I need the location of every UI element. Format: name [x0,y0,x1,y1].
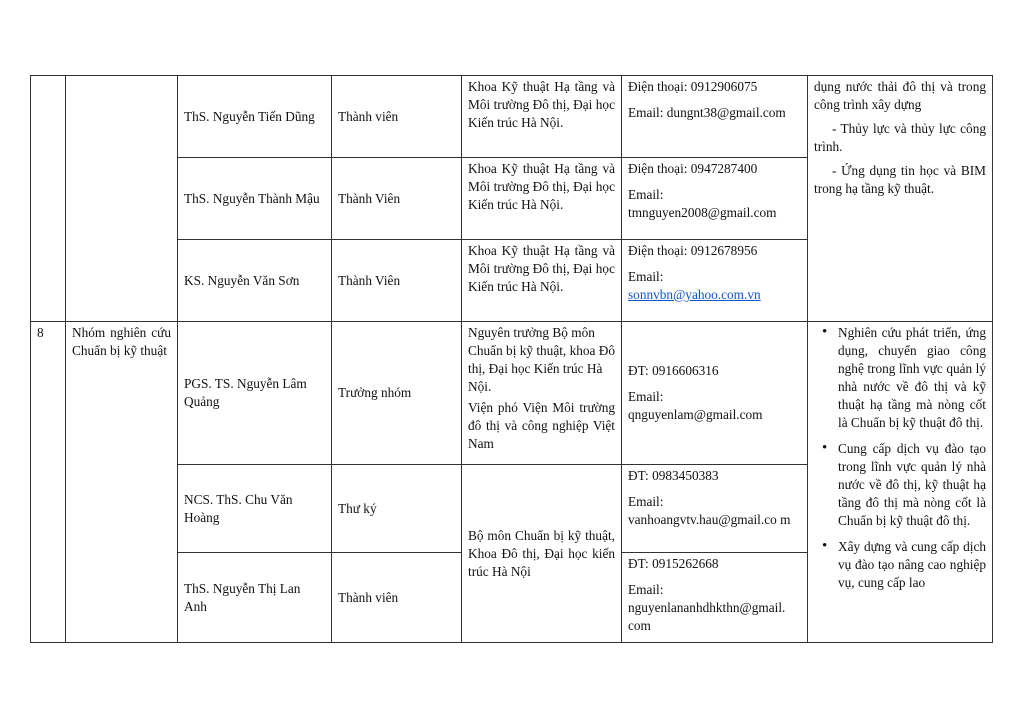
stt-cell: 8 [31,322,66,643]
scope-text: - Thủy lực và thủy lực công trình. [814,121,986,154]
member-unit: Khoa Kỹ thuật Hạ tầng và Môi trường Đô thị, Đại học Kiến trúc Hà Nội. [462,76,622,158]
member-contact [622,240,808,322]
member-email-label: Email: [628,269,664,284]
member-email: qnguyenlam@gmail.com [628,407,763,422]
member-email-label: Email: [628,389,664,404]
member-name: KS. Nguyễn Văn Sơn [178,240,332,322]
member-role: Trưởng nhóm [332,322,462,465]
member-name: ThS. Nguyễn Thành Mậu [178,158,332,240]
member-email-label: Email: [628,187,664,202]
table-row [31,322,993,465]
scope-cell [808,76,993,322]
table-row [31,76,993,158]
research-groups-table [30,75,993,643]
member-email: tmnguyen2008@gmail.com [628,205,777,220]
member-name: ThS. Nguyễn Tiến Dũng [178,76,332,158]
group-name-cell [66,76,178,322]
scope-text: dụng nước thải đô thị và trong công trình xây dựng [814,79,986,112]
member-unit: Khoa Kỹ thuật Hạ tầng và Môi trường Đô thị, Đại học Kiến trúc Hà Nội. [462,240,622,322]
member-name: PGS. TS. Nguyễn Lâm Quảng [178,322,332,465]
member-phone: Điện thoại: 0947287400 [628,161,758,176]
member-unit: Khoa Kỹ thuật Hạ tầng và Môi trường Đô thị, Đại học Kiến trúc Hà Nội. [462,158,622,240]
shared-unit: Bộ môn Chuẩn bị kỹ thuật, Khoa Đô thị, Đại học kiến trúc Hà Nội [462,465,622,643]
member-contact [622,553,808,643]
list-item: • Cung cấp dịch vụ đào tạo trong lĩnh vực quản lý nhà nước về đô thị, kỹ thuật hạ tầng đô thị mà nòng cốt là Chuẩn bị kỹ thuật đô thị. [838,440,986,530]
member-unit [462,322,622,465]
member-contact [622,465,808,553]
list-item: • Nghiên cứu phát triển, ứng dụng, chuyển giao công nghệ trong lĩnh vực quản lý nhà nước về đô thị và kỹ thuật hạ tầng mà nòng cốt là Chuẩn bị kỹ thuật đô thị. [838,324,986,432]
member-role: Thành viên [332,76,462,158]
member-phone: ĐT: 0916606316 [628,363,719,378]
member-email-label: Email: [628,494,664,509]
scope-list [814,324,986,592]
member-email: vanhoangvtv.hau@gmail.co m [628,512,791,527]
member-role: Thư ký [332,465,462,553]
member-email: Email: dungnt38@gmail.com [628,105,786,120]
member-contact [622,322,808,465]
member-email: nguyenlananhdhkthn@gmail. com [628,600,786,633]
member-contact [622,158,808,240]
member-phone: ĐT: 0915262668 [628,556,719,571]
member-name: NCS. ThS. Chu Văn Hoàng [178,465,332,553]
member-email-link[interactable]: sonnvbn@yahoo.com.vn [628,287,761,302]
member-role: Thành Viên [332,240,462,322]
member-phone: Điện thoại: 0912906075 [628,79,758,94]
member-phone: ĐT: 0983450383 [628,468,719,483]
member-email-label: Email: [628,582,664,597]
member-role: Thành Viên [332,158,462,240]
member-name: ThS. Nguyễn Thị Lan Anh [178,553,332,643]
scope-text: - Ứng dụng tin học và BIM trong hạ tầng kỹ thuật. [814,163,986,196]
member-unit-text: Viện phó Viện Môi trường đô thị và công nghiệp Việt Nam [468,400,615,451]
stt-cell [31,76,66,322]
scope-cell [808,322,993,643]
member-phone: Điện thoại: 0912678956 [628,243,758,258]
member-unit-text: Nguyên trưởng Bộ môn Chuẩn bị kỹ thuật, khoa Đô thị, Đại học Kiến trúc Hà Nội. [468,325,615,394]
member-role: Thành viên [332,553,462,643]
list-item: • Xây dựng và cung cấp dịch vụ đào tạo nâng cao nghiệp vụ, cung cấp lao [838,538,986,592]
group-name-cell: Nhóm nghiên cứu Chuẩn bị kỹ thuật [66,322,178,643]
member-contact [622,76,808,158]
